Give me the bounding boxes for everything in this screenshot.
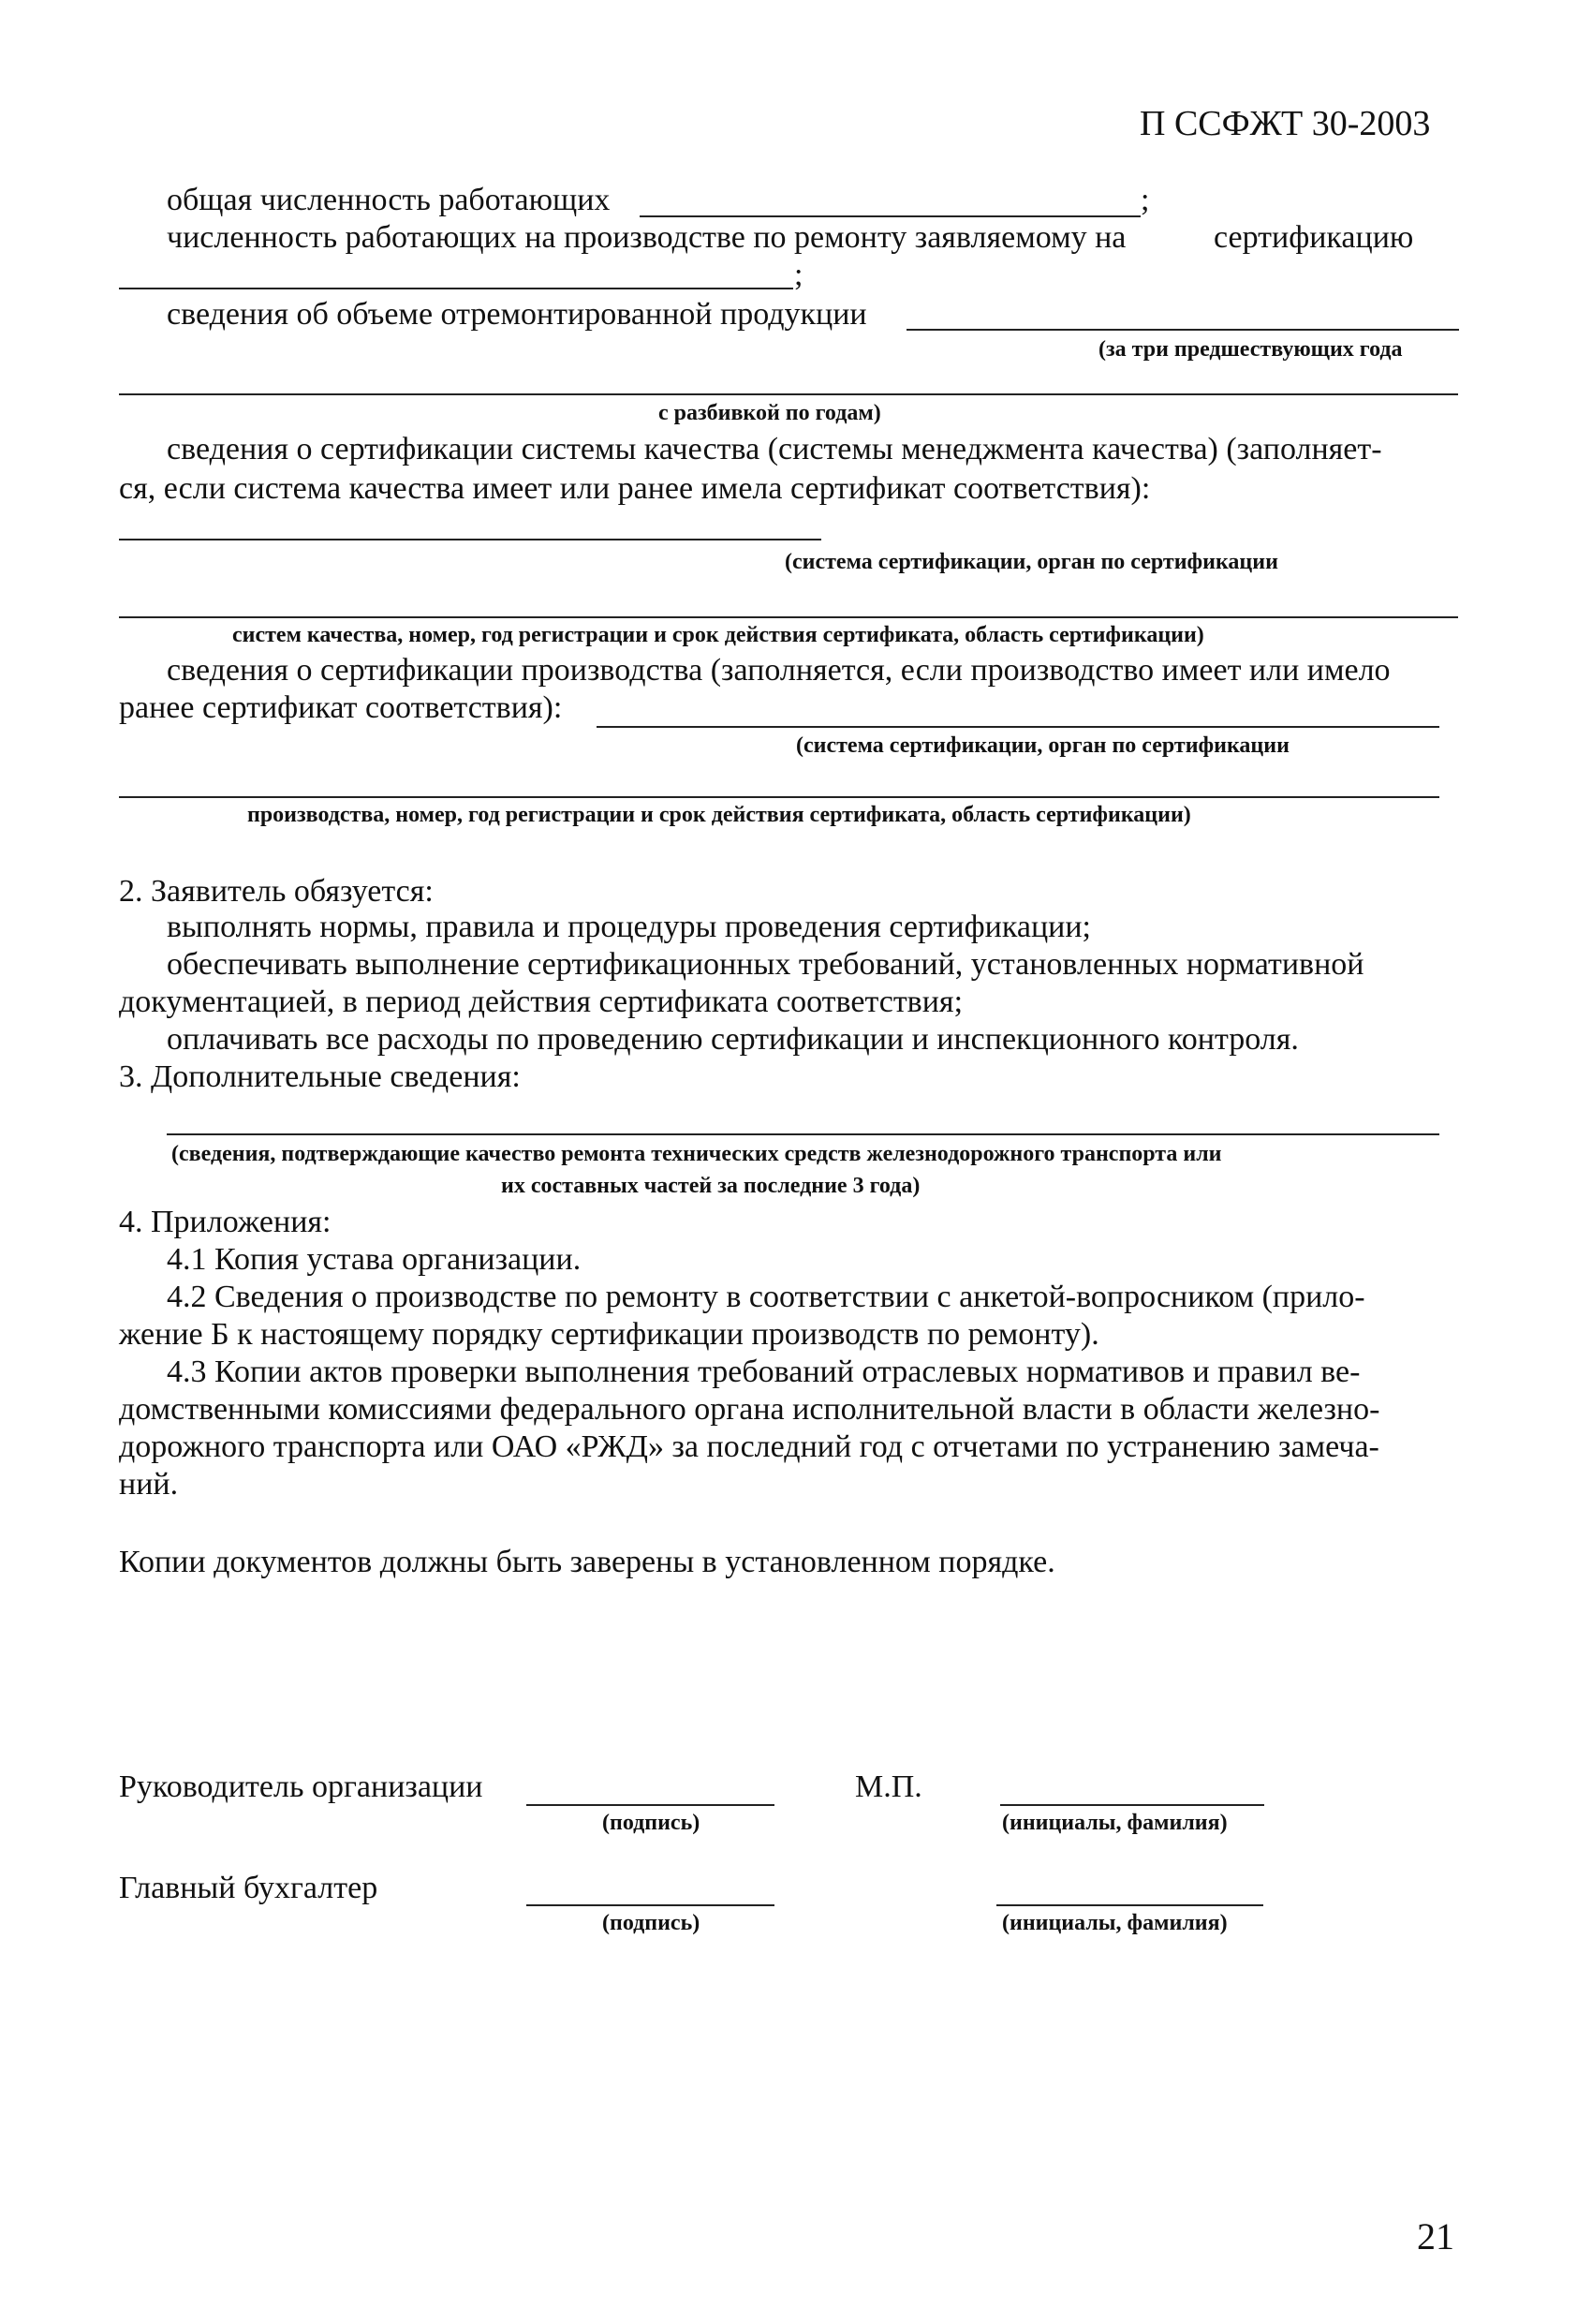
section2-item-2-line-2: документацией, в период действия сертификата соответствия; [119, 984, 964, 1019]
volume-label: сведения об объеме отремонтированной продукции [167, 297, 867, 332]
section3-caption-1: (сведения, подтверждающие качество ремонта технических средств железнодорожного транспорта или [171, 1142, 1222, 1166]
section4-item-2-line-2: жение Б к настоящему порядку сертификации производств по ремонту). [119, 1317, 1099, 1352]
page-number: 21 [1417, 2215, 1454, 2257]
qms-field-1 [119, 539, 821, 540]
head-signature-field [526, 1804, 774, 1806]
volume-field-2 [119, 393, 1458, 395]
certification-note: Копии документов должны быть заверены в установленном порядке. [119, 1545, 1055, 1579]
accountant-signature-label: Главный бухгалтер [119, 1871, 378, 1905]
repair-staff-field [119, 288, 793, 289]
section4-item-3-line-2: домственными комиссиями федерального органа исполнительной власти в области железно- [119, 1392, 1380, 1427]
qms-caption-2: систем качества, номер, год регистрации и срок действия сертификата, область сертификации) [232, 623, 1204, 647]
prod-field-1 [597, 726, 1439, 728]
section4-item-3-line-4: ний. [119, 1467, 179, 1502]
prod-field-2 [119, 796, 1439, 798]
prod-caption-1: (система сертификации, орган по сертификации [796, 733, 1290, 758]
head-name-field [1000, 1804, 1264, 1806]
head-signature-label: Руководитель организации [119, 1769, 483, 1804]
repair-staff-suffix: ; [794, 258, 803, 292]
section4-item-1: 4.1 Копия устава организации. [167, 1242, 582, 1277]
stamp-place: М.П. [855, 1769, 922, 1804]
volume-caption-2: с разбивкой по годам) [658, 401, 881, 425]
section2-item-3: оплачивать все расходы по проведению сертификации и инспекционного контроля. [167, 1022, 1299, 1057]
head-name-caption: (инициалы, фамилия) [1002, 1811, 1228, 1835]
section3-field [167, 1133, 1439, 1135]
section2-item-1: выполнять нормы, правила и процедуры проведения сертификации; [167, 910, 1091, 944]
qms-text-line-1: сведения о сертификации системы качества (системы менеджмента качества) (заполняет- [167, 432, 1382, 466]
qms-caption-1: (система сертификации, орган по сертификации [785, 550, 1278, 574]
prod-caption-2: производства, номер, год регистрации и срок действия сертификата, область сертификации) [247, 803, 1191, 827]
head-signature-caption: (подпись) [602, 1811, 700, 1835]
section4-heading: 4. Приложения: [119, 1205, 332, 1239]
document-code: П ССФЖТ 30-2003 [1140, 104, 1431, 143]
total-staff-field [640, 215, 1141, 217]
qms-text-line-2: ся, если система качества имеет или ранее имела сертификат соответствия): [119, 471, 1151, 506]
section3-heading: 3. Дополнительные сведения: [119, 1059, 521, 1094]
accountant-signature-field [526, 1904, 774, 1906]
qms-field-2 [119, 616, 1458, 618]
section3-caption-2: их составных частей за последние 3 года) [501, 1174, 921, 1198]
accountant-name-caption: (инициалы, фамилия) [1002, 1911, 1228, 1935]
volume-field [907, 329, 1459, 331]
section4-item-3-line-3: дорожного транспорта или ОАО «РЖД» за последний год с отчетами по устранению замеча- [119, 1429, 1379, 1464]
repair-staff-label: численность работающих на производстве по ремонту заявляемому на [167, 220, 1127, 255]
section2-heading: 2. Заявитель обязуется: [119, 874, 434, 909]
prod-text-line-1: сведения о сертификации производства (заполняется, если производство имеет или имело [167, 653, 1391, 688]
prod-text-line-2: ранее сертификат соответствия): [119, 690, 563, 725]
section4-item-3-line-1: 4.3 Копии актов проверки выполнения требований отраслевых нормативов и правил ве- [167, 1354, 1361, 1389]
accountant-name-field [996, 1904, 1263, 1906]
section2-item-2-line-1: обеспечивать выполнение сертификационных требований, установленных нормативной [167, 947, 1364, 982]
volume-caption-1: (за три предшествующих года [1098, 337, 1403, 362]
accountant-signature-caption: (подпись) [602, 1911, 700, 1935]
repair-staff-label-end: сертификацию [1214, 220, 1414, 255]
total-staff-suffix: ; [1141, 183, 1150, 217]
section4-item-2-line-1: 4.2 Сведения о производстве по ремонту в соответствии с анкетой-вопросником (прило- [167, 1280, 1365, 1314]
total-staff-label: общая численность работающих [167, 183, 611, 217]
